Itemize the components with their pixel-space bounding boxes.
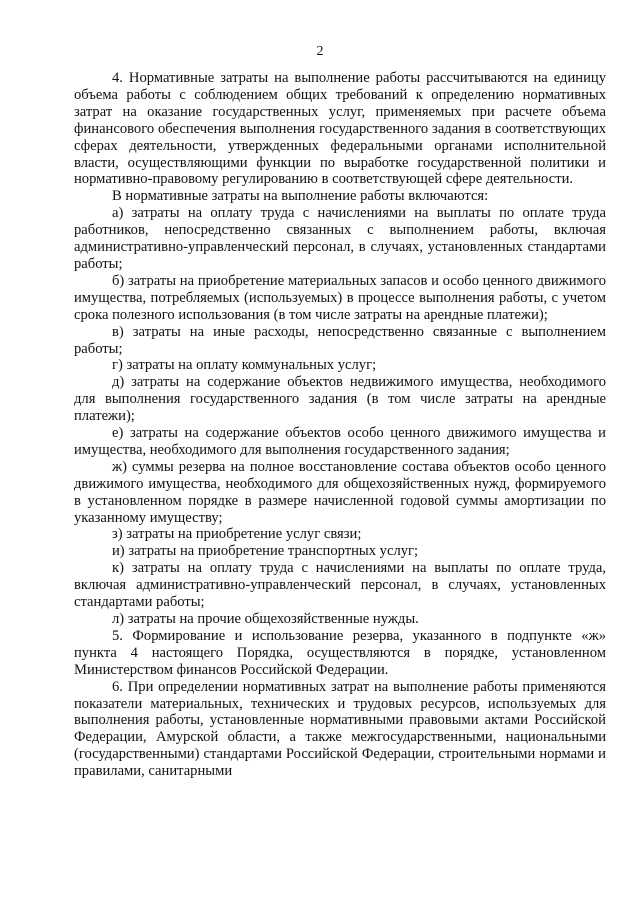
list-item-d: д) затраты на содержание объектов недвижимого имущества, необходимого для выполнения государственного задания (в том числе затраты на арендные платежи); <box>74 374 606 425</box>
list-item-b: б) затраты на приобретение материальных запасов и особо ценного движимого имущества, потребляемых (используемых) в процессе выполнения работы, с учетом срока полезного использования (в том числе затраты на арендные платежи); <box>74 272 606 323</box>
list-item-z: з) затраты на приобретение услуг связи; <box>112 526 362 543</box>
list-item-v: в) затраты на иные расходы, непосредственно связанные с выполнением работы; <box>74 323 606 357</box>
list-item-e: е) затраты на содержание объектов особо ценного движимого имущества и имущества, необходимого для выполнения государственного задания; <box>74 425 606 458</box>
paragraph-4: 4. Нормативные затраты на выполнение работы рассчитываются на единицу объема работы с соблюдением общих требований к определению нормативных затрат на оказание государственных услуг, применяемых при расчете объема финансового обеспечения выполнения государственного задания в соответствующих сферах деятельности, утвержденных федеральными органами исполнительной власти, осуществляющими функции по выработке государственной политики и нормативно-правовому регулированию в соответствующей сфере деятельности. <box>74 70 606 188</box>
list-item-g: г) затраты на оплату коммунальных услуг; <box>112 357 377 374</box>
document-body <box>74 70 606 780</box>
list-item-a: а) затраты на оплату труда с начислениями на выплаты по оплате труда работников, непосредственно связанных с выполнением работы, включая административно-управленческий персонал, в случаях, установленных стандартами работы; <box>74 205 606 272</box>
paragraph-5: 5. Формирование и использование резерва, указанного в подпункте «ж» пункта 4 настоящего Порядка, осуществляются в порядке, установленном Министерством финансов Российской Федерации. <box>74 627 606 678</box>
paragraph-6: 6. При определении нормативных затрат на выполнение работы применяются показатели материальных, технических и трудовых ресурсов, используемых для выполнения работы, установленные нормативными правовыми актами Российской Федерации, Амурской области, а также межгосударственными, национальными (государственными) стандартами Российской Федерации, строительными нормами и правилами, санитарными <box>74 678 606 780</box>
paragraph-costs-intro: В нормативные затраты на выполнение работы включаются: <box>112 188 489 205</box>
page-number: 2 <box>316 44 324 59</box>
list-item-i: и) затраты на приобретение транспортных услуг; <box>112 543 419 560</box>
list-item-l: л) затраты на прочие общехозяйственные нужды. <box>112 611 419 627</box>
list-item-k: к) затраты на оплату труда с начислениями на выплаты по оплате труда, включая административно-управленческий персонал, в случаях, установленных стандартами работы; <box>74 560 606 611</box>
list-item-zh: ж) суммы резерва на полное восстановление состава объектов особо ценного движимого имущества, необходимого для общехозяйственных нужд, формируемого в установленном порядке в размере начисленной годовой суммы амортизации по указанному имуществу; <box>74 458 606 526</box>
